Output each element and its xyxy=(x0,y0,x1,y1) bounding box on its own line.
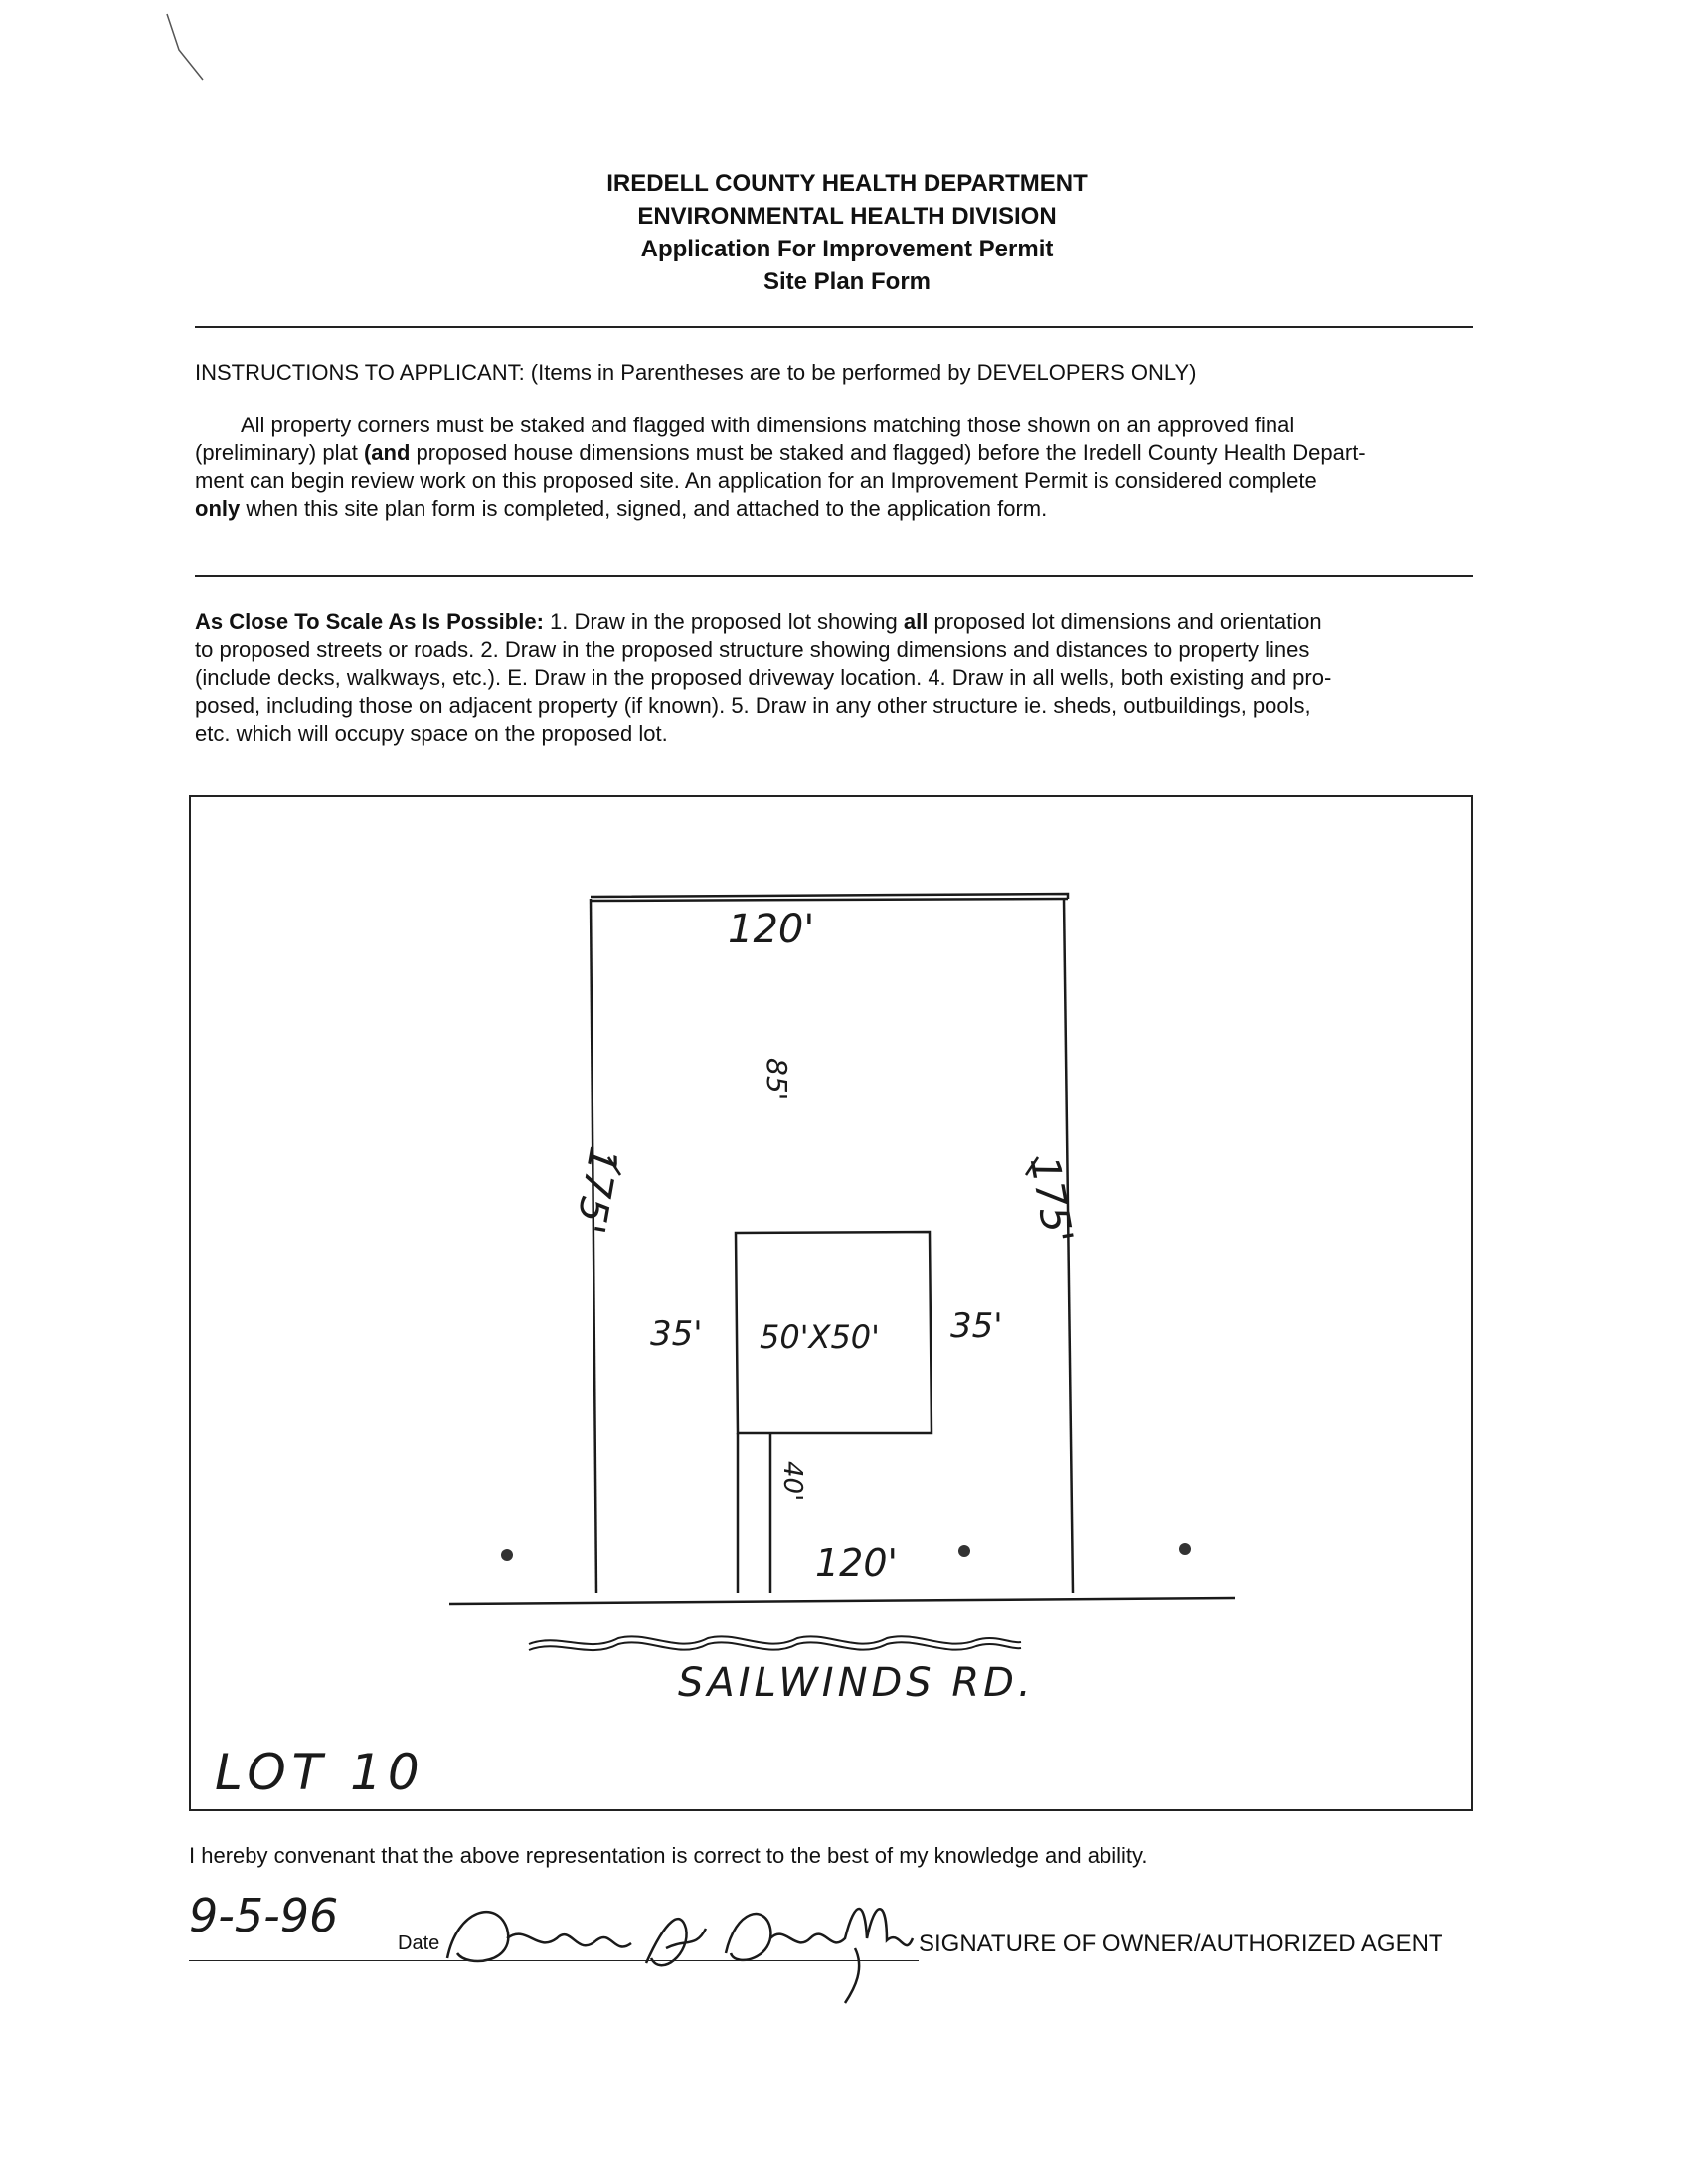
house-dimension: 50'X50' xyxy=(760,1318,880,1356)
left-setback-dimension: 35' xyxy=(650,1314,703,1354)
site-plan-drawing xyxy=(191,797,1471,1809)
division-title: ENVIRONMENTAL HEALTH DIVISION xyxy=(637,203,1057,230)
well-center xyxy=(958,1545,970,1557)
site-plan-box xyxy=(189,795,1473,1811)
well-left xyxy=(501,1549,513,1561)
right-side-dimension: 175' xyxy=(1020,1153,1082,1248)
scribbled-out-text xyxy=(529,1636,1021,1650)
lot-left-line xyxy=(591,899,596,1593)
road-line xyxy=(449,1598,1235,1604)
form-title: Site Plan Form xyxy=(762,268,932,295)
instructions-line-4: only when this site plan form is completed, signed, and attached to the application form. xyxy=(195,496,1048,521)
application-title: Application For Improvement Permit xyxy=(640,236,1054,262)
lot-label: LOT 10 xyxy=(215,1744,425,1801)
instructions-line-2: (preliminary) plat (and proposed house dimensions must be staked and flagged) before the Iredell County Health Depart- xyxy=(195,440,1366,465)
front-setback-dimension: 85' xyxy=(761,1058,793,1101)
signature-label: SIGNATURE OF OWNER/AUTHORIZED AGENT xyxy=(919,1931,1443,1957)
instructions-line-1: All property corners must be staked and flagged with dimensions matching those shown on an approved final xyxy=(241,413,1295,437)
well-right xyxy=(1179,1543,1191,1555)
scale-instructions xyxy=(195,608,1477,748)
signature-underline xyxy=(437,1960,919,1961)
covenant-statement: I hereby convenant that the above representation is correct to the best of my knowledge and ability. xyxy=(189,1843,1148,1868)
instructions-line-3: ment can begin review work on this proposed site. An application for an Improvement Permit is considered complete xyxy=(195,468,1317,493)
department-title: IREDELL COUNTY HEALTH DEPARTMENT xyxy=(606,170,1088,197)
scale-line-1: As Close To Scale As Is Possible: 1. Draw in the proposed lot showing all proposed lot dimensions and orientation xyxy=(195,609,1322,634)
date-underline xyxy=(189,1960,437,1961)
lot-top-line-double xyxy=(591,899,1068,901)
driveway xyxy=(738,1433,770,1593)
bottom-dimension: 120' xyxy=(815,1541,898,1585)
instructions-paragraph xyxy=(195,412,1477,523)
form-header xyxy=(0,167,1694,298)
scale-line-2: to proposed streets or roads. 2. Draw in the proposed structure showing dimensions and distances to property lines xyxy=(195,637,1310,662)
rear-setback-dimension: 40' xyxy=(777,1461,807,1502)
divider-top xyxy=(195,326,1473,328)
scale-line-5: etc. which will occupy space on the proposed lot. xyxy=(195,721,668,746)
lot-right-line xyxy=(1064,899,1073,1593)
date-label: Date xyxy=(398,1932,440,1954)
owner-signature xyxy=(437,1869,934,2008)
road-name: SAILWINDS RD. xyxy=(678,1660,1035,1706)
right-setback-dimension: 35' xyxy=(950,1306,1003,1346)
divider-middle xyxy=(195,575,1473,577)
scan-mark xyxy=(159,10,219,89)
instructions-title: INSTRUCTIONS TO APPLICANT: (Items in Parentheses are to be performed by DEVELOPERS ONLY) xyxy=(195,360,1197,385)
date-value: 9-5-96 xyxy=(189,1889,339,1942)
top-dimension: 120' xyxy=(728,907,815,952)
scale-line-3: (include decks, walkways, etc.). E. Draw in the proposed driveway location. 4. Draw in all wells, both existing and pro- xyxy=(195,665,1332,690)
left-side-dimension: 175' xyxy=(566,1143,626,1238)
scale-line-4: posed, including those on adjacent property (if known). 5. Draw in any other structure ie. sheds, outbuildings, pools, xyxy=(195,693,1311,718)
